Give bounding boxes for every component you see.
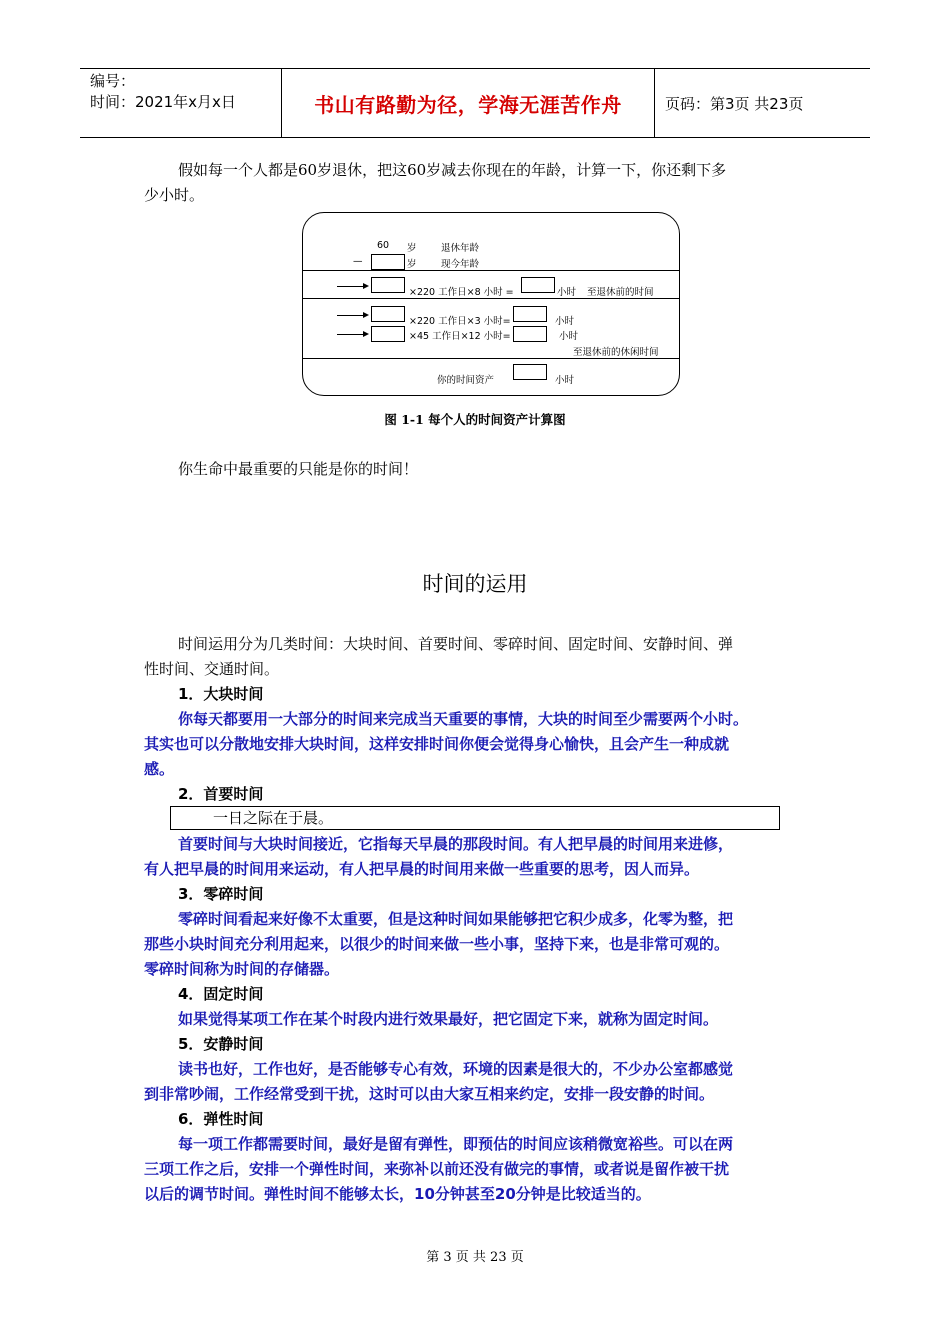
current-age-box [371,254,405,270]
header-motto-cell [282,69,655,137]
quote-text: 一日之际在于晨。 [213,809,334,827]
work-box [371,277,405,293]
section-3-line-2: 那些小块时间充分利用起来，以很少的时间来做一些小事，坚持下来，也是非常可观的。 [144,935,730,953]
leisure-result-box-2 [513,326,547,342]
section-4-line-1: 如果觉得某项工作在某个时段内进行效果最好，把它固定下来，就称为固定时间。 [178,1010,719,1028]
section-title: 时间的运用 [422,572,528,596]
section-6-line-2: 三项工作之后，安排一个弹性时间，来弥补以前还没有做完的事情，或者说是留作被干扰 [144,1160,730,1178]
heading-primary-time: 2．首要时间 [178,785,264,803]
figure-caption: 图 1-1 每个人的时间资产计算图 [384,412,566,427]
diagram-hours-3: 小时 [559,331,579,342]
diagram-divider-2 [303,298,679,299]
leisure-box-1 [371,306,405,322]
diagram-hours-1: 小时 [557,287,577,298]
types-intro-line-2: 性时间、交通时间。 [144,660,280,678]
diagram-hours-2: 小时 [555,316,575,327]
diagram-divider-3 [303,358,679,359]
time-asset-diagram [302,212,680,396]
date-label: 时间：2021年x月x日 [90,93,236,111]
header-table [80,68,870,138]
heading-big-block-time: 1．大块时间 [178,685,264,703]
diagram-before-retire: 至退休前的时间 [587,287,654,298]
leisure-result-box-1 [513,306,547,322]
diagram-sui-1: 岁 [407,243,417,254]
page-footer: 第 3 页 共 23 页 [426,1250,524,1265]
diagram-work-formula: ×220 工作日×8 小时 = [409,287,514,298]
diagram-retire-age: 退休年龄 [441,243,480,254]
diagram-leisure-formula-2: ×45 工作日×12 小时= [409,331,511,342]
leisure-box-2 [371,326,405,342]
diagram-divider-1 [303,270,679,271]
section-5-line-1: 读书也好，工作也好，是否能够专心有效，环境的因素是很大的，不少办公室都感觉 [178,1060,734,1078]
page-info: 页码：第3页 共23页 [665,94,804,113]
asset-box [513,364,547,380]
diagram-age-60: 60 [377,240,390,251]
section-1-line-2: 其实也可以分散地安排大块时间，这样安排时间你便会觉得身心愉快，且会产生一种成就 [144,735,730,753]
section-2-line-1: 首要时间与大块时间接近，它指每天早晨的那段时间。有人把早晨的时间用来进修， [178,835,734,853]
header-page-cell [655,69,870,137]
section-3-line-1: 零碎时间看起来好像不太重要，但是这种时间如果能够把它积少成多，化零为整，把 [178,910,734,928]
section-2-line-2: 有人把早晨的时间用来运动，有人把早晨的时间用来做一些重要的思考，因人而异。 [144,860,700,878]
types-intro-line-1: 时间运用分为几类时间：大块时间、首要时间、零碎时间、固定时间、安静时间、弹 [178,635,734,653]
diagram-hours-4: 小时 [555,375,575,386]
heading-quiet-time: 5．安静时间 [178,1035,264,1053]
section-3-line-3: 零碎时间称为时间的存储器。 [144,960,340,978]
section-6-line-1: 每一项工作都需要时间，最好是留有弹性，即预估的时间应该稍微宽裕些。可以在两 [178,1135,734,1153]
section-5-line-2: 到非常吵闹，工作经常受到干扰，这时可以由大家互相来约定，安排一段安静的时间。 [144,1085,715,1103]
diagram-sui-2: 岁 [407,259,417,270]
quote-box [170,806,780,830]
header-left-cell [80,69,282,137]
arrow-icon [337,334,367,335]
intro-line-2: 少小时。 [144,186,205,204]
life-line: 你生命中最重要的只能是你的时间！ [178,460,419,478]
section-1-line-3: 感。 [144,760,175,778]
section-1-line-1: 你每天都要用一大部分的时间来完成当天重要的事情，大块的时间至少需要两个小时。 [178,710,749,728]
number-label: 编号： [90,72,136,90]
arrow-icon [337,286,367,287]
diagram-minus: — [353,256,363,267]
work-result-box [521,277,555,293]
diagram-asset-label: 你的时间资产 [437,375,495,386]
heading-flexible-time: 6．弹性时间 [178,1110,264,1128]
heading-fragment-time: 3．零碎时间 [178,885,264,903]
intro-line-1: 假如每一个人都是60岁退休，把这60岁减去你现在的年龄，计算一下，你还剩下多 [178,161,727,179]
diagram-leisure-before-retire: 至退休前的休闲时间 [573,347,659,358]
diagram-leisure-formula-1: ×220 工作日×3 小时= [409,316,511,327]
motto: 书山有路勤为径，学海无涯苦作舟 [314,92,622,117]
diagram-current-age: 现今年龄 [441,259,480,270]
heading-fixed-time: 4．固定时间 [178,985,264,1003]
arrow-icon [337,315,367,316]
section-6-line-3: 以后的调节时间。弹性时间不能够太长，10分钟甚至20分钟是比较适当的。 [144,1185,651,1203]
